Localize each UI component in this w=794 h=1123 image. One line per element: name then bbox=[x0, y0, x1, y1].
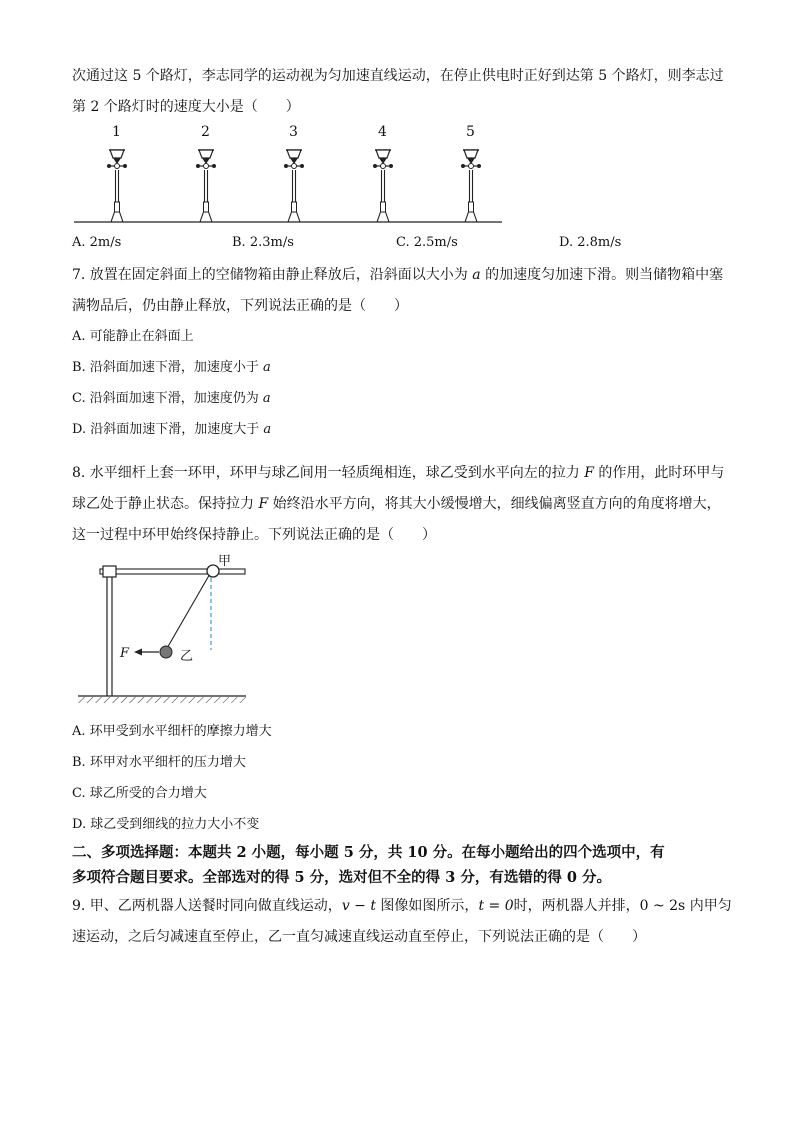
lamp-label-5: 5 bbox=[466, 124, 475, 140]
q7-option-d[interactable]: D. 沿斜面加速下滑，加速度大于 a bbox=[72, 422, 272, 437]
q8-option-b[interactable]: B. 环甲对水平细杆的压力增大 bbox=[72, 755, 246, 770]
q6-option-a[interactable]: A. 2m/s bbox=[72, 235, 122, 250]
q7-option-a[interactable]: A. 可能静止在斜面上 bbox=[72, 329, 194, 344]
q6-text-line2: 第 2 个路灯时的速度大小是（ ） bbox=[72, 99, 300, 115]
ring-ball-diagram bbox=[70, 550, 270, 710]
q6-text-line1: 次通过这 5 个路灯，李志同学的运动视为匀加速直线运动，在停止供电时正好到达第 5 个路灯，则李志过 bbox=[72, 68, 724, 84]
q8-text-line1: 8. 水平细杆上套一环甲，环甲与球乙间用一轻质绳相连，球乙受到水平向左的拉力 F 的作用，此时环甲与 bbox=[72, 465, 725, 481]
q8-option-d[interactable]: D. 球乙受到细线的拉力大小不变 bbox=[72, 817, 260, 832]
section2-heading-line2: 多项符合题目要求。全部选对的得 5 分，选对但不全的得 3 分，有选错的得 0 分。 bbox=[72, 869, 612, 886]
section2-heading-line1: 二、多项选择题：本题共 2 小题，每小题 5 分，共 10 分。在每小题给出的四个选项中，有 bbox=[72, 844, 665, 861]
lamp-label-2: 2 bbox=[201, 124, 210, 140]
lamp-label-4: 4 bbox=[378, 124, 387, 140]
ball-yi bbox=[160, 646, 172, 658]
force-label: F bbox=[120, 646, 130, 661]
q9-text-line2: 速运动，之后匀减速直至停止，乙一直匀减速直线运动直至停止，下列说法正确的是（ ） bbox=[72, 929, 646, 945]
street-lamp-diagram bbox=[0, 0, 794, 240]
q6-option-c[interactable]: C. 2.5m/s bbox=[396, 235, 458, 250]
q7-text-line2: 满物品后，仍由静止释放，下列说法正确的是（ ） bbox=[72, 298, 408, 314]
q7-option-c[interactable]: C. 沿斜面加速下滑，加速度仍为 a bbox=[72, 391, 271, 406]
q7-option-b[interactable]: B. 沿斜面加速下滑，加速度小于 a bbox=[72, 360, 271, 375]
q6-option-b[interactable]: B. 2.3m/s bbox=[232, 235, 294, 250]
q8-option-a[interactable]: A. 环甲受到水平细杆的摩擦力增大 bbox=[72, 724, 272, 739]
q6-option-d[interactable]: D. 2.8m/s bbox=[559, 235, 622, 250]
q8-option-c[interactable]: C. 球乙所受的合力增大 bbox=[72, 786, 207, 801]
q9-text-line1: 9. 甲、乙两机器人送餐时同向做直线运动，v − t 图像如图所示，t = 0时，两机器人并排，0 ~ 2s 内甲匀 bbox=[72, 898, 732, 914]
q8-text-line3: 这一过程中环甲始终保持静止。下列说法正确的是（ ） bbox=[72, 527, 436, 543]
lamp-label-3: 3 bbox=[289, 124, 298, 140]
q7-text-line1: 7. 放置在固定斜面上的空储物箱由静止释放后，沿斜面以大小为 a 的加速度匀加速下滑。则当储物箱中塞 bbox=[72, 267, 724, 283]
ball-label: 乙 bbox=[180, 649, 194, 664]
ring-label: 甲 bbox=[218, 554, 232, 569]
q8-text-line2: 球乙处于静止状态。保持拉力 F 始终沿水平方向，将其大小缓慢增大，细线偏离竖直方向的角度将增大， bbox=[72, 496, 721, 512]
lamp-label-1: 1 bbox=[112, 124, 121, 140]
